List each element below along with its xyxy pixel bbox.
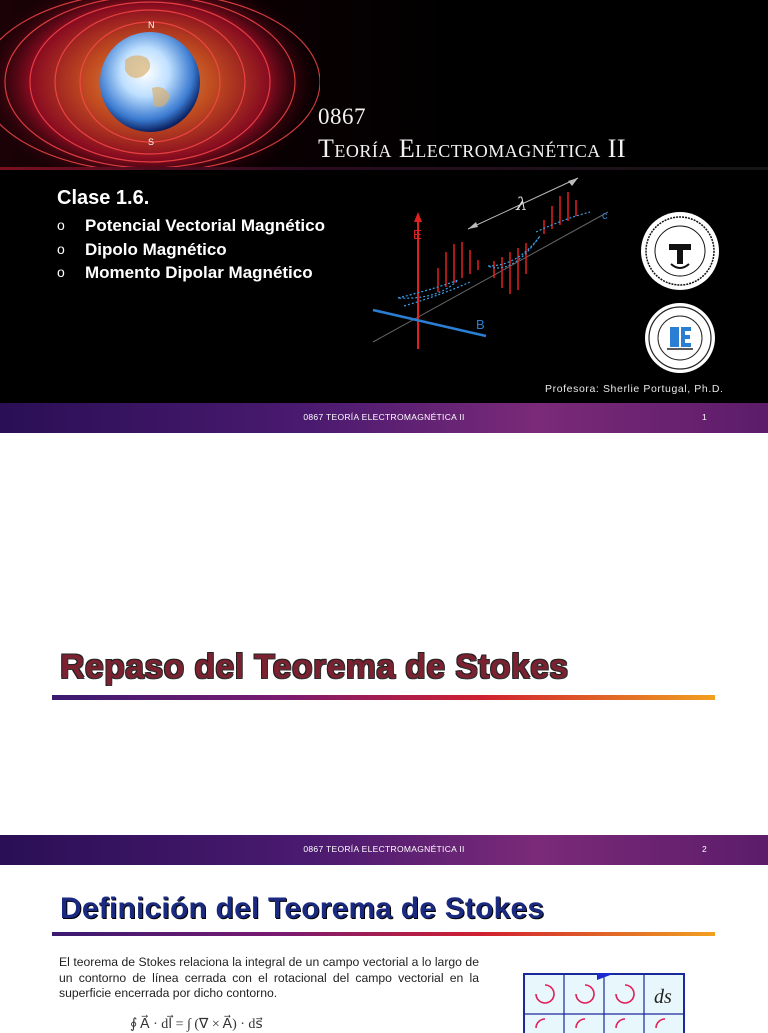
slide-number: 2 [702,844,707,854]
footer-course-text: 0867 TEORÍA ELECTROMAGNÉTICA II [303,412,465,422]
bullet-icon: o [57,217,65,233]
topic-list [57,214,325,285]
title-slide [0,0,768,433]
topic-text: Momento Dipolar Magnético [85,263,313,282]
heading-underline [52,695,715,700]
e-field-label: E [413,227,422,242]
topic-text: Dipolo Magnético [85,239,227,259]
b-field-vectors [398,212,590,306]
footer-course-text: 0867 TEORÍA ELECTROMAGNÉTICA II [303,844,465,854]
section-slide [0,433,768,866]
bullet-icon: o [57,240,65,257]
lambda-label: λ [516,194,528,215]
earth-magnetic-field-image [0,0,320,170]
professor-credit: Profesora: Sherlie Portugal, Ph.D. [545,383,724,395]
topic-item [57,261,325,285]
course-code: 0867 [318,104,366,129]
electromagnetic-wave-diagram [368,174,618,354]
slide-heading: Definición del Teorema de Stokes [60,892,545,925]
south-pole-label: S [148,137,155,147]
slide-number: 1 [702,412,707,422]
b-field-label: B [476,317,485,332]
slide-footer [0,403,768,433]
e-field-vectors [438,192,576,294]
heading-underline [52,932,715,936]
c-label: c [602,210,608,222]
banner-divider [0,167,768,170]
faculty-seal-logo [645,303,715,373]
course-title: Teoría Electromagnética II [318,134,627,163]
ds-label: ds [654,986,672,1008]
class-label: Clase 1.6. [57,187,150,209]
topic-text: Potencial Vectorial Magnético [85,216,325,235]
topic-item [57,214,325,238]
definition-paragraph: El teorema de Stokes relaciona la integral de un campo vectorial a lo largo de un contorno de línea cerrada con el rotacional del campo vectorial en la superficie encerrada por dicho contorno. [59,955,479,1000]
university-seal-logo [641,212,719,290]
stokes-surface-grid-diagram [523,973,687,1033]
north-pole-label: N [148,20,155,30]
bullet-icon: o [57,264,65,280]
stokes-equation: ∮ A⃗ · dl⃗ = ∫ (∇ × A⃗) · ds⃗ [130,1017,263,1032]
content-slide [0,866,768,1032]
topic-item [57,238,325,262]
section-heading: Repaso del Teorema de Stokes [60,648,569,686]
slide-footer [0,835,768,865]
